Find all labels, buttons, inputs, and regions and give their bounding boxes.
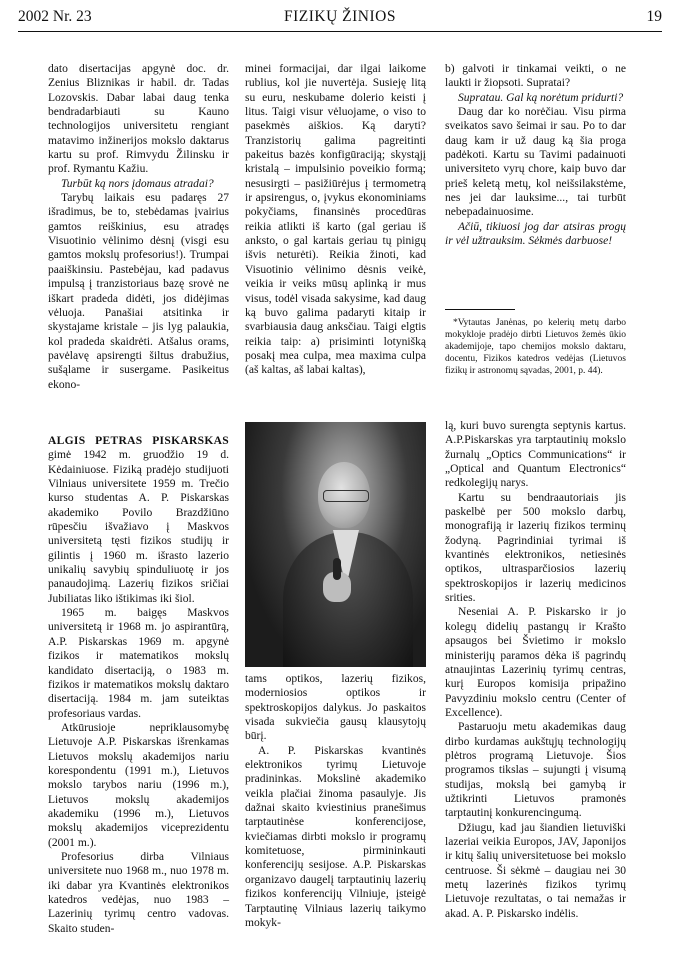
person-name: ALGIS PETRAS PISKARSKAS [48,435,229,447]
paragraph: Profesorius dirba Vilniaus universitete nuo 1968 m., nuo 1978 m. iki dabar yra Kvantinės elektronikos katedros vedėjas, nuo 1983 – Lazerinių tyrimų centro vadovas. Skaito studen- [48,850,229,935]
paragraph: Pastaruoju metu akademikas daug dirbo kurdamas aukštųjų technologijų plėtros programą Lietuvoje. Šios programos tikslas – sujungti į visumą studijas, mokslą bei gamybą ir užtikrinti Lietuvos pramonės tarptautinį konkurencingumą. [445,721,626,820]
issue-number: 2002 Nr. 23 [18,8,92,25]
paragraph: A. P. Piskarskas kvantinės elektronikos tyrimų Lietuvoje pradininkas. Mokslinė akademiko veikla plačiai žinoma pasaulyje. Jis dažnai skaito kviestinius pranešimus tarptautinėse konferencijose, kviečiamas dirbti mokslo ir programų komitetuose, pirmininkauti konferencijų sesijose. A.P. Piskarskas organizavo daugelį tarptautinių lazerių fizikos konferencijų Vilniuje, įsteigė Tarptautinę Vilniaus lazerių taikymo mokyk- [245,744,426,929]
paragraph: Daug dar ko norėčiau. Visu pirma sveikatos savo šeimai ir sau. Po to dar daug kam ir už daug ką šia proga padėkoti. Kartu su Tavimi padainuoti universiteto vyrų chore, kaip buvo dar prieš keletą metų, kol neišsilakstėme, nes jei dar lauksime..., tai turbūt nebepadainuosime. [445,106,626,219]
header-rule [18,31,662,32]
photo-glasses-shape [323,490,369,502]
paragraph: Turbūt ką nors įdomaus atradai? [61,177,214,190]
footnote-rule [445,309,515,310]
portrait-photo [245,422,426,667]
microphone-icon [333,558,341,580]
paragraph: Kartu su bendraautoriais jis paskelbė per 500 mokslo darbų, monografiją ir lazerių fizikos terminų žodyną. Pagrindiniai tyrimai iš kvantinės elektronikos, netiesinės optikos, ultrasparčiosios lazerių spektroskopijos ir lazerių medicinos srities. [445,491,626,605]
paragraph: dato disertacijas apgynė doc. dr. Zenius Bliznikas ir habil. dr. Tadas Lozovskis. Dabar labai daug tenka bendradarbiauti su Kauno technologijos universitetu rengiant matavimo inžinerijos mokslo daktarus kartu su prof. Rimvydu Žilinsku ir prof. Rymantu Kažiu. [48,63,229,176]
biography-column-2 [245,672,426,930]
paragraph: Ačiū, tikiuosi jog dar atsiras progų ir vėl užtrauksim. Sėkmės darbuose! [445,220,626,248]
interview-column-3 [445,62,626,248]
footnote-text: *Vytautas Janėnas, po kelerių metų darbo mokykloje pradėjo dirbti Lietuvos žemės ūkio akademijoje, tapo chemijos mokslo daktaru, docentu, Fizikos katedros vedėjas (Lietuvos fizikų ir astronomų sąvadas, 2001, p. 44). [445,318,626,376]
interview-column-1 [48,62,229,392]
footnote [445,317,626,377]
biography-lead-text: gimė 1942 m. gruodžio 19 d. Kėdainiuose. Fiziką pradėjo studijuoti Vilniaus universitete 1959 m. Trečio kurso studentas A. P. Piskarskas akademiko Povilo Brazdžiūno rūpesčiu išvažiavo į Maskvos universitetą tęsti fizikos studijų ir gilintis į 1960 m. išrasto lazerio unikalių savybių spinduliuotę ir jos panaudojimą. Lazerių fizikos sričiai Jubiliatas liko ištikimas iki šiol. [48,449,229,605]
paragraph: b) galvoti ir tinkamai veikti, o ne laukti ir žiopsoti. Supratai? [445,63,626,90]
paragraph: Atkūrusioje nepriklausomybę Lietuvoje A.P. Piskarskas išrenkamas Lietuvos mokslų akademijos nariu korespondentu (1991 m.), Lietuvos mokslo tarybos nariu (1996 m.), Lietuvos mokslų akademijos akademiku (1996 m.), Lietuvos mokslų akademijos viceprezidentu (2001 m.). [48,721,229,849]
paragraph: Tarybų laikais esu padaręs 27 išradimus, be to, stebėdamas įvairius gamtos reiškinius, esu atradęs Visuotinio vėlinimo dėsnį (visgi esu gamtos mokslų profesorius!). Trumpai paaiškinsiu. Pastebėjau, kad padavus impulsą į tranzistoriaus bazę srovė ne iškart pradeda didėti, jos didėjimas vėluoja. Panašiai atsitinka ir skystajame kristale – jis lyg palaukia, kol pradeda skaidrėti. Atšalus orams, pavėlavę apsirengti šiltus drabužius, sušąlame ir susergame. Pasikeitus ekono- [48,192,229,391]
paragraph: lą, kuri buvo surengta septynis kartus. A.P.Piskarskas yra tarptautinių mokslo žurnalų „Optics Communications“ ir „Optical and Quantum Electronics“ redkolegijų narys. [445,420,626,490]
paragraph: 1965 m. baigęs Maskvos universitetą ir 1968 m. jo aspirantūrą, A.P. Piskarskas 1969 m. apgynė fizikos ir matematikos mokslų kandidato disertaciją, o 1983 m. fizikos ir matematikos mokslų daktaro disertaciją. 1984 m. jam suteiktas profesoriaus vardas. [48,607,229,720]
biography-lead [48,434,229,606]
paragraph: Džiugu, kad jau šiandien lietuviški lazeriai veikia Europos, JAV, Japonijos ir kitų šalių universitetuose bei mokslo centruose. Ši sėkmė – daugiau nei 30 metų lazerinės fizikos tyrimų Lietuvoje rezultatas, o tai nemažas ir akad. A. P. Piskarsko indėlis. [445,821,626,920]
biography-column-3 [445,419,626,921]
page-number: 19 [646,8,662,25]
interview-column-2 [245,62,426,378]
paragraph: tams optikos, lazerių fizikos, moderniosios optikos ir spektroskopijos dalykus. Jo paskaitos visada sukviečia gausų klausytojų būrį. [245,673,426,743]
paragraph: minei formacijai, dar ilgai laikome rublius, kol jie nuvertėja. Susieję litą su euru, neskubame dolerio keisti į litus. Taigi visur vėluojame, o viso to pasekmės aiškios. Ką daryti? Tranzistorių galima pagreitinti pakeitus bazės konfigūraciją; skystąjį kristalą – impulsinio poveikio formą; nesusirgti – pasižiūrėjus į termometrą ir apsirengus, o, įvykus ekonominiams pokyčiams, finansinės procedūras reikia atlikti iš karto (gal geriau iš anksto, o gal kartais geriau tų pinigų išvis neturėti). Reikia žinoti, kad Visuotinio vėlinimo dėsnis veikė, veikia ir veiks mūsų aplinką ir mus visus, todėl visada sakysime, kad daug ką buvo galima padaryti kitaip ir svarbiausia daug anksčiau. Taigi elgtis reikia taip: a) prisiminti lotynišką posakį mea culpa, mea maxima culpa (aš kaltas, aš labai kaltas), [245,63,426,377]
biography-column-1-rest [48,606,229,936]
biography-column-1 [48,434,229,936]
journal-title: FIZIKŲ ŽINIOS [284,8,396,25]
paragraph: Supratau. Gal ką norėtum pridurti? [458,91,624,104]
page-header [18,4,662,30]
paragraph: Neseniai A. P. Piskarsko ir jo kolegų didelių pastangų ir Krašto apsaugos bei Švietimo ir mokslo ministerijų paramos dėka iš pagrindų atnaujintas Lazerinių tyrimų centras, kurį Europos komisija pripažino Pavyzdiniu mokslo centru (Center of Excellence). [445,606,626,719]
